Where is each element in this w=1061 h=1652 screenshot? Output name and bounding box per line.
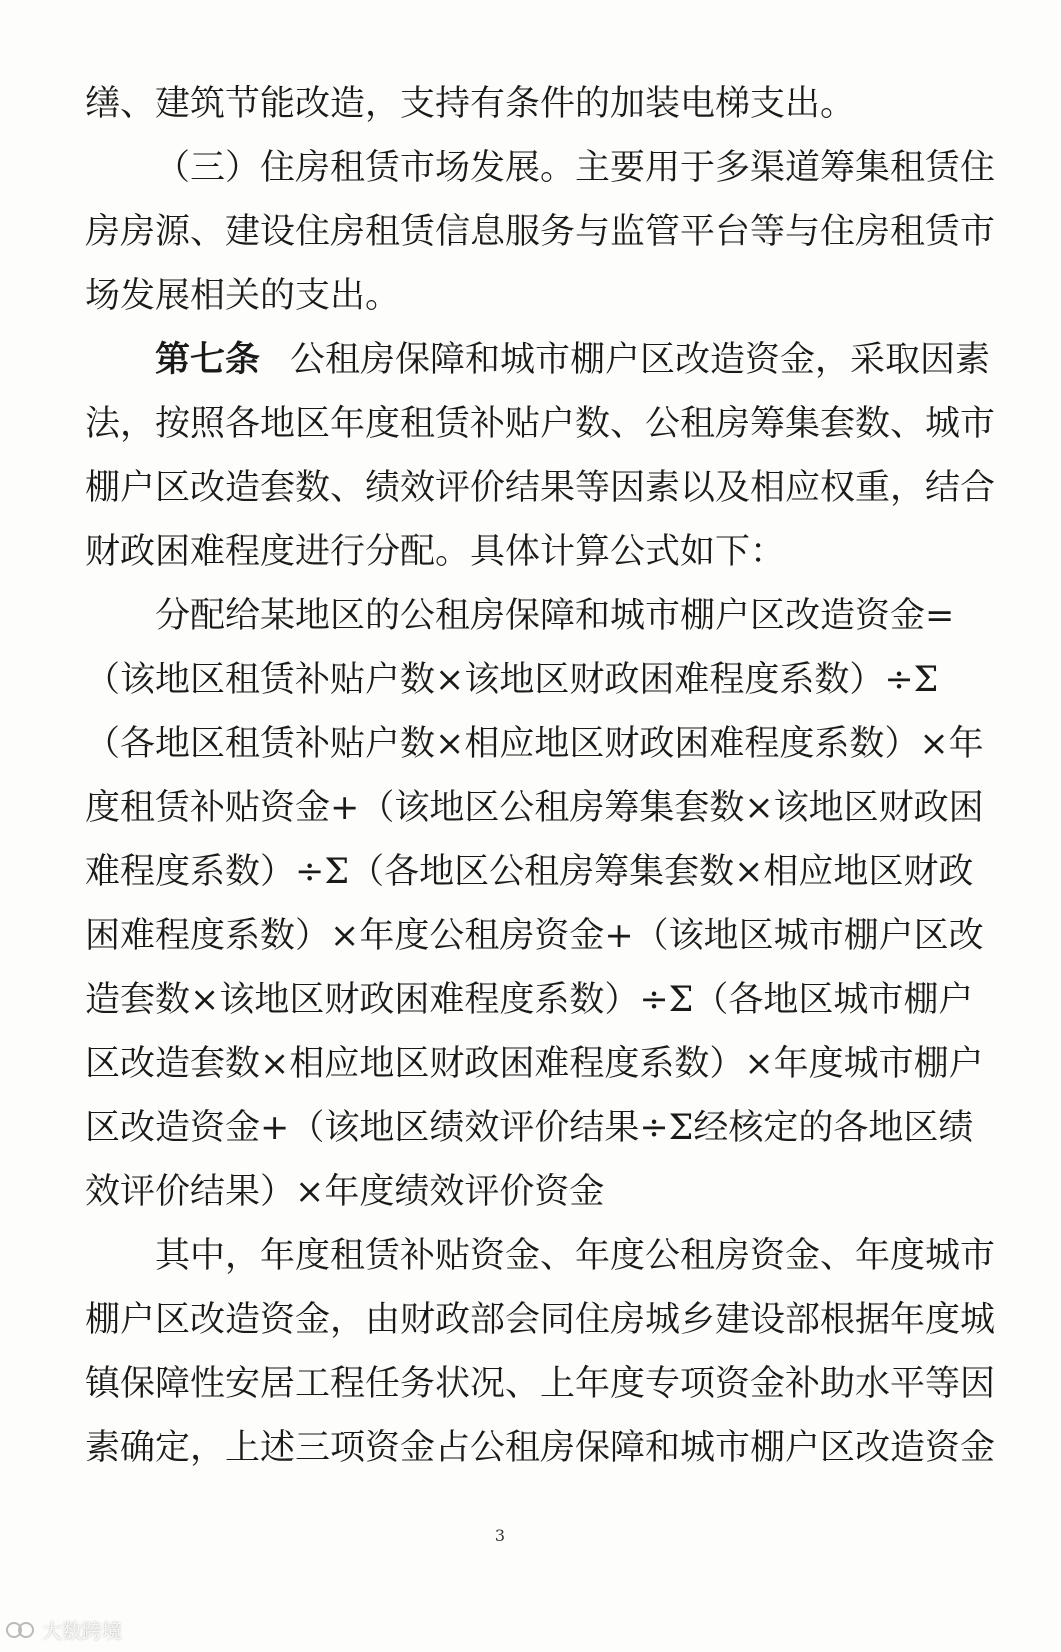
paragraph-line: 镇保障性安居工程任务状况、上年度专项资金补助水平等因 bbox=[85, 1364, 996, 1404]
formula-line: 区改造套数×相应地区财政困难程度系数）×年度城市棚户 bbox=[85, 1044, 984, 1084]
paragraph-line: 房房源、建设住房租赁信息服务与监管平台等与住房租赁市 bbox=[85, 212, 996, 252]
paragraph-line: 棚户区改造套数、绩效评价结果等因素以及相应权重，结合 bbox=[85, 468, 996, 508]
formula-line: 造套数×该地区财政困难程度系数）÷Σ（各地区城市棚户 bbox=[85, 980, 974, 1020]
formula-line: 效评价结果）×年度绩效评价资金 bbox=[85, 1172, 605, 1212]
watermark-logo-icon bbox=[6, 1618, 36, 1640]
paragraph-line: 素确定，上述三项资金占公租房保障和城市棚户区改造资金 bbox=[85, 1428, 996, 1468]
formula-line: 度租赁补贴资金+（该地区公租房筹集套数×该地区财政困 bbox=[85, 788, 984, 828]
paragraph-line: （三）住房租赁市场发展。主要用于多渠道筹集租赁住 bbox=[155, 148, 996, 188]
page-number: 3 bbox=[494, 1526, 506, 1545]
paragraph-line: 缮、建筑节能改造，支持有条件的加装电梯支出。 bbox=[85, 84, 856, 124]
paragraph-line: 棚户区改造资金，由财政部会同住房城乡建设部根据年度城 bbox=[85, 1300, 996, 1340]
paragraph-line: 法，按照各地区年度租赁补贴户数、公租房筹集套数、城市 bbox=[85, 404, 996, 444]
formula-line: 分配给某地区的公租房保障和城市棚户区改造资金= bbox=[155, 596, 955, 636]
formula-line: 区改造资金+（该地区绩效评价结果÷Σ经核定的各地区绩 bbox=[85, 1108, 974, 1148]
formula-line: （该地区租赁补贴户数×该地区财政困难程度系数）÷Σ bbox=[85, 660, 939, 700]
paragraph-line: 场发展相关的支出。 bbox=[85, 276, 401, 316]
paragraph-line: 其中，年度租赁补贴资金、年度公租房资金、年度城市 bbox=[155, 1236, 996, 1276]
watermark bbox=[6, 1614, 122, 1644]
formula-line: 困难程度系数）×年度公租房资金+（该地区城市棚户区改 bbox=[85, 916, 984, 956]
paragraph-line: 公租房保障和城市棚户区改造资金，采取因素 bbox=[290, 340, 991, 380]
article-heading: 第七条 bbox=[155, 340, 261, 380]
formula-line: （各地区租赁补贴户数×相应地区财政困难程度系数）×年 bbox=[85, 724, 984, 764]
watermark-text: 大数跨境 bbox=[42, 1618, 122, 1643]
paragraph-line: 财政困难程度进行分配。具体计算公式如下： bbox=[85, 532, 786, 572]
formula-line: 难程度系数）÷Σ（各地区公租房筹集套数×相应地区财政 bbox=[85, 852, 974, 892]
